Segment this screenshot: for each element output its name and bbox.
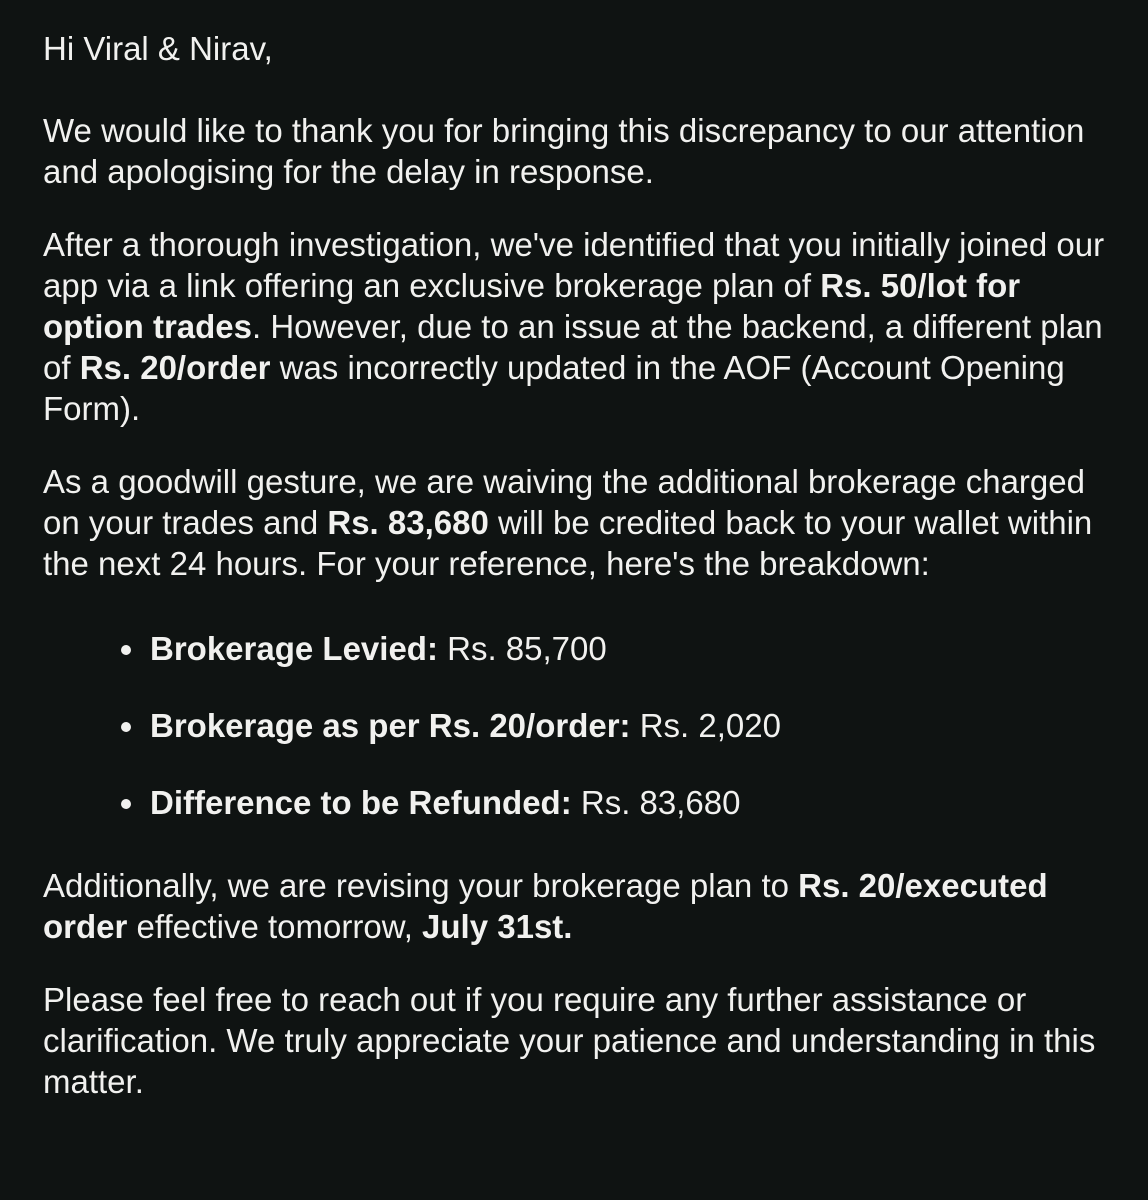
paragraph-text: effective tomorrow, [127, 908, 423, 945]
bullet-icon [121, 722, 131, 732]
paragraph-text: After a thorough investigation, we've identified that you initially joined our app via a link offering an exclusive brokerage plan of [43, 226, 1105, 304]
new-plan-highlight: Rs. 20/executed order [43, 867, 1048, 945]
paragraph-text: . However, due to an issue at the backend, a different plan of [43, 308, 1103, 386]
breakdown-label: Difference to be Refunded: [150, 784, 572, 821]
breakdown-item [121, 782, 1108, 823]
breakdown-label: Brokerage Levied: [150, 630, 438, 667]
refund-amount-highlight: Rs. 83,680 [327, 504, 489, 541]
old-plan-highlight: Rs. 50/lot for option trades [43, 267, 1021, 345]
incorrect-plan-highlight: Rs. 20/order [79, 349, 271, 386]
paragraph-apology: We would like to thank you for bringing this discrepancy to our attention and apologising for the delay in response. [43, 112, 1085, 190]
breakdown-value: Rs. 2,020 [630, 707, 781, 744]
paragraph-plan-revision [43, 865, 1108, 947]
breakdown-value: Rs. 85,700 [437, 630, 607, 667]
breakdown-label: Brokerage as per Rs. 20/order: [150, 707, 631, 744]
email-greeting: Hi Viral & Nirav, [43, 30, 273, 67]
effective-date-highlight: July 31st. [422, 908, 573, 945]
bullet-icon [121, 799, 131, 809]
bullet-icon [121, 645, 131, 655]
paragraph-goodwill [43, 461, 1108, 584]
paragraph-investigation [43, 224, 1108, 429]
paragraph-text: Additionally, we are revising your brokerage plan to [43, 867, 799, 904]
paragraph-text: was incorrectly updated in the AOF (Account Opening Form). [43, 349, 1065, 427]
breakdown-item [121, 628, 1108, 669]
breakdown-item [121, 705, 1108, 746]
breakdown-list [43, 628, 1108, 823]
breakdown-value: Rs. 83,680 [571, 784, 741, 821]
paragraph-text: As a goodwill gesture, we are waiving the additional brokerage charged on your trades and [43, 463, 1085, 541]
paragraph-closing: Please feel free to reach out if you require any further assistance or clarification. We truly appreciate your patience and understanding in this matter. [43, 981, 1096, 1100]
paragraph-text: will be credited back to your wallet within the next 24 hours. For your reference, here's the breakdown: [43, 504, 1093, 582]
